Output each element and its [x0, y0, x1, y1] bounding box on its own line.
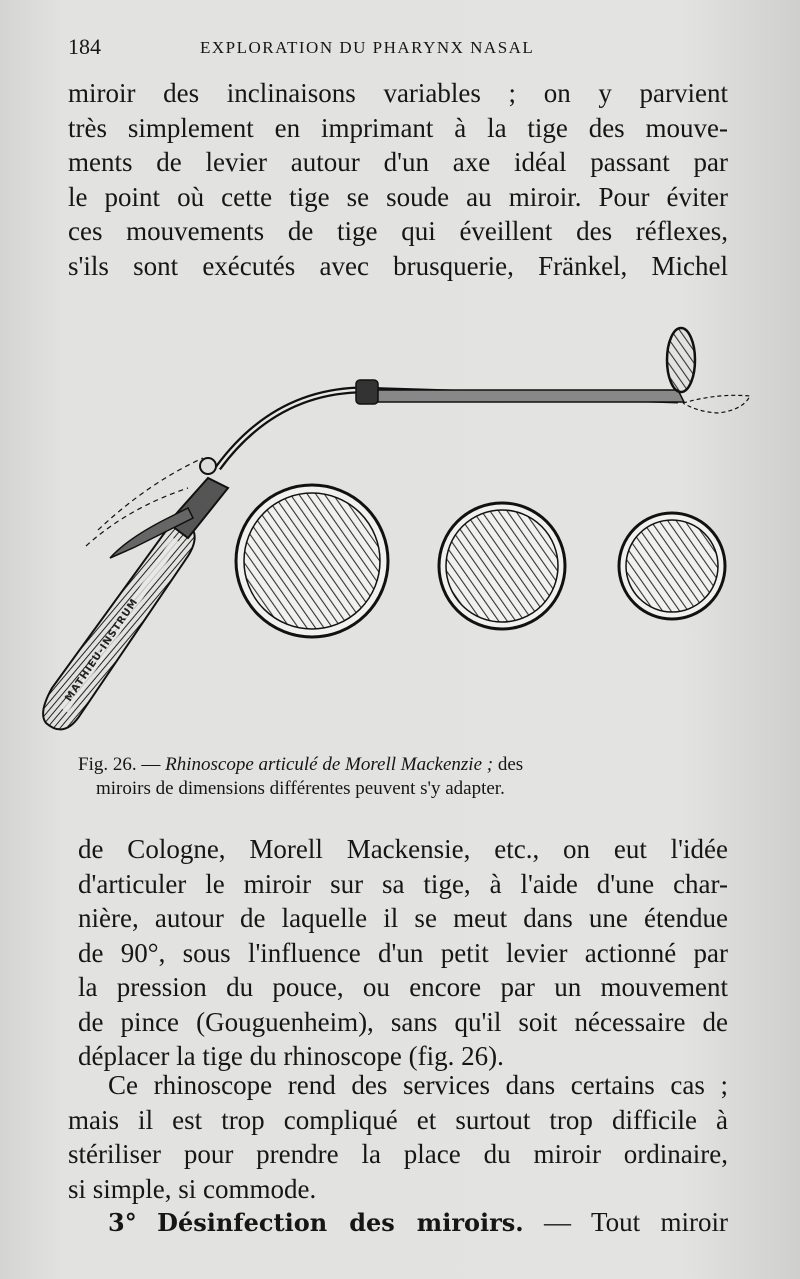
caption-line-2: miroirs de dimensions différentes peuvent s'y adapter.	[96, 778, 505, 799]
running-head: EXPLORATION DU PHARYNX NASAL	[200, 38, 535, 57]
text-line: ces mouvements de tige qui éveillent des réflexes,	[68, 216, 728, 246]
caption-rest: des	[497, 754, 524, 775]
caption-title: Rhinoscope articulé de Morell Mackenzie ;	[165, 754, 494, 775]
figure-caption	[78, 753, 728, 801]
text-line: de pince (Gouguenheim), sans qu'il soit nécessaire de	[78, 1006, 728, 1037]
mirror-medium	[439, 503, 565, 629]
section-heading: Désinfection des miroirs.	[157, 1208, 524, 1237]
caption-line-1	[78, 753, 728, 777]
mirror-small	[619, 513, 725, 619]
section-number: 3°	[108, 1208, 137, 1237]
page-header	[68, 34, 728, 62]
text-line: mais il est trop compliqué et surtout trop difficile à	[68, 1104, 728, 1135]
paragraph-3	[68, 1068, 728, 1206]
text-line: déplacer la tige du rhinoscope (fig. 26).	[78, 1041, 504, 1071]
text-line: si simple, si commode.	[68, 1173, 317, 1204]
text-line: s'ils sont exécutés avec brusquerie, Fränkel, Michel	[68, 250, 728, 281]
rhinoscope-illustration	[38, 318, 758, 738]
caption-label: Fig. 26. —	[78, 754, 161, 775]
paragraph-2	[78, 832, 728, 1074]
handle-engraving: MATHIEU-INSTRUM	[63, 596, 141, 704]
text-line: miroir des inclinaisons variables ; on y parvient	[68, 78, 728, 108]
text-line: Ce rhinoscope rend des services dans certains cas ;	[108, 1070, 728, 1100]
text-line: de Cologne, Morell Mackensie, etc., on eut l'idée	[78, 834, 728, 864]
text-line: le point où cette tige se soude au miroir. Pour éviter	[68, 181, 728, 212]
section-heading-line	[68, 1205, 728, 1241]
text-line: la pression du pouce, ou encore par un mouvement	[78, 972, 728, 1002]
text-line: ments de levier autour d'un axe idéal passant par	[68, 147, 728, 177]
rhinoscope-shaft	[218, 380, 684, 468]
text-line: très simplement en imprimant à la tige des mouve-	[68, 112, 728, 143]
paragraph-4	[68, 1205, 728, 1241]
mirror-large	[236, 485, 388, 637]
text-line: d'articuler le miroir sur sa tige, à l'aide d'une char-	[78, 868, 728, 899]
text-line: nière, autour de laquelle il se meut dans une étendue	[78, 903, 728, 933]
paragraph-1	[68, 76, 728, 283]
text-line: stériliser pour prendre la place du miroir ordinaire,	[68, 1139, 728, 1169]
text-line: de 90°, sous l'influence d'un petit levier actionné par	[78, 937, 728, 968]
page-number: 184	[68, 34, 101, 59]
section-text: — Tout miroir	[544, 1207, 729, 1237]
